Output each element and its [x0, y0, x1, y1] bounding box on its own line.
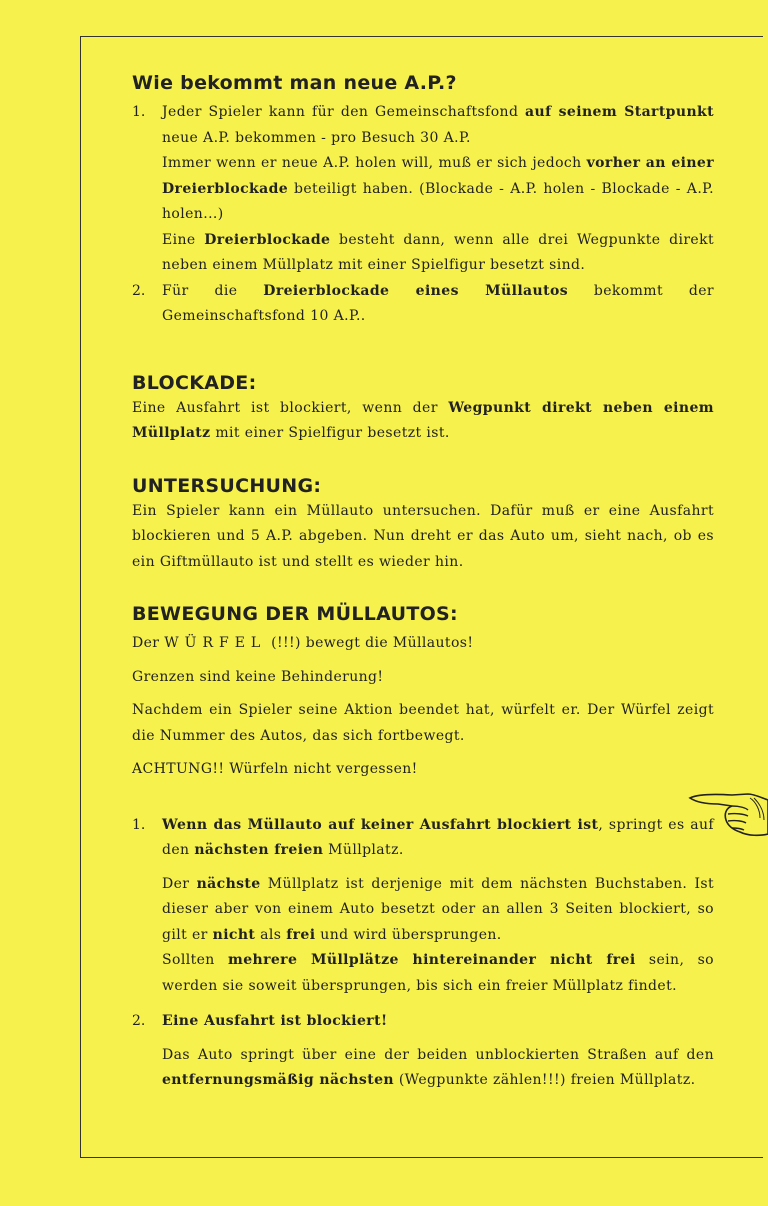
- paragraph: Für die Dreierblockade eines Müllautos bekommt der Gemeinschaftsfond 10 A.P..: [162, 282, 715, 324]
- paragraph: Immer wenn er neue A.P. holen will, muß er sich jedoch vorher an einer Dreierblockade beteiligt haben. (Blockade - A.P. holen - Blockade - A.P. holen...): [162, 155, 715, 222]
- paragraph: ACHTUNG!! Würfeln nicht vergessen!: [132, 761, 418, 777]
- paragraph: Grenzen sind keine Behinderung!: [132, 668, 384, 685]
- document-body: [132, 70, 714, 1094]
- list-item: [132, 813, 714, 1000]
- list-number: 2.: [132, 1013, 146, 1029]
- heading-ap: Wie bekommt man neue A.P.?: [132, 72, 457, 94]
- paragraph: Eine Dreierblockade besteht dann, wenn alle drei Wegpunkte direkt neben einem Müllplatz mit einer Spielfigur besetzt sind.: [162, 231, 715, 273]
- heading-blockade: BLOCKADE:: [132, 371, 257, 394]
- list-item: [132, 100, 714, 279]
- heading-bewegung: BEWEGUNG DER MÜLLAUTOS:: [132, 603, 458, 625]
- paragraph: Der WÜRFEL (!!!) bewegt die Müllautos!: [132, 635, 474, 651]
- list-number: 2.: [132, 282, 146, 299]
- paragraph: Der nächste Müllplatz ist derjenige mit dem nächsten Buchstaben. Ist dieser aber von einem Auto besetzt oder an allen 3 Seiten blockiert, so gilt er nicht als frei und wird übersprungen.: [162, 875, 714, 943]
- paragraph: Eine Ausfahrt ist blockiert!: [162, 1013, 388, 1029]
- list-number: 1.: [132, 104, 146, 120]
- list-number: 1.: [132, 816, 146, 833]
- paragraph: Das Auto springt über eine der beiden unblockierten Straßen auf den entfernungsmäßig nächsten (Wegpunkte zählen!!!) freien Müllplatz.: [162, 1046, 714, 1088]
- pointing-hand-icon: [688, 786, 768, 842]
- list-item: [132, 1009, 714, 1094]
- paragraph: Eine Ausfahrt ist blockiert, wenn der Wegpunkt direkt neben einem Müllplatz mit einer Spielfigur besetzt ist.: [132, 399, 714, 441]
- paragraph: Ein Spieler kann ein Müllauto untersuchen. Dafür muß er eine Ausfahrt blockieren und 5 A.P. abgeben. Nun dreht er das Auto um, sieht nach, ob es ein Giftmüllauto ist und stellt es wieder hin.: [132, 502, 714, 570]
- heading-untersuchung: UNTERSUCHUNG:: [132, 474, 322, 497]
- paragraph: Sollten mehrere Müllplätze hintereinander nicht frei sein, so werden sie soweit übersprungen, bis sich ein freier Müllplatz findet.: [162, 952, 715, 994]
- paragraph: Jeder Spieler kann für den Gemeinschaftsfond auf seinem Startpunkt neue A.P. bekommen - pro Besuch 30 A.P.: [162, 104, 714, 146]
- list-item: [132, 279, 714, 330]
- paragraph: Wenn das Müllauto auf keiner Ausfahrt blockiert ist, springt es auf den nächsten freien Müllplatz.: [162, 816, 714, 858]
- paragraph: Nachdem ein Spieler seine Aktion beendet hat, würfelt er. Der Würfel zeigt die Nummer des Autos, das sich fortbewegt.: [132, 702, 714, 744]
